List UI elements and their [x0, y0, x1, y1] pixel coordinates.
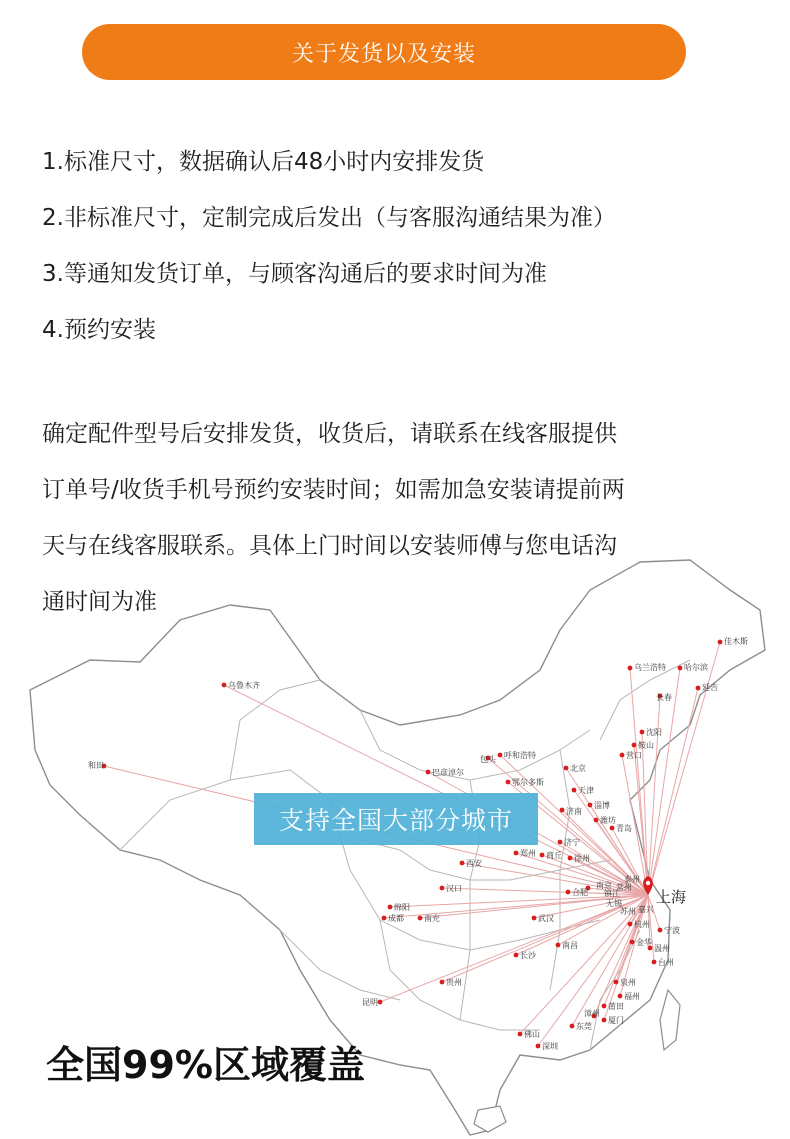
city-label: 乌鲁木齐 — [228, 681, 260, 690]
city-dot — [426, 770, 431, 775]
city-dot — [614, 980, 619, 985]
city-label: 和田 — [88, 761, 104, 770]
city-label: 包头 — [480, 755, 496, 764]
city-dot — [602, 1004, 607, 1009]
city-dot — [632, 743, 637, 748]
city-dot — [718, 640, 723, 645]
city-dot — [460, 861, 465, 866]
support-badge — [254, 793, 538, 845]
city-dot — [566, 890, 571, 895]
city-dot — [532, 916, 537, 921]
support-text: 支持全国大部分城市 — [278, 806, 513, 835]
city-label: 鞍山 — [638, 741, 654, 750]
city-dot — [558, 840, 563, 845]
city-dot — [418, 916, 423, 921]
step-item: 4.预约安装 — [42, 317, 156, 343]
city-dot — [378, 1000, 383, 1005]
notice-line: 天与在线客服联系。具体上门时间以安装师傅与您电话沟 — [42, 533, 617, 559]
city-label: 南充 — [424, 914, 440, 923]
city-label: 巴彦淖尔 — [432, 768, 464, 777]
city-label: 延吉 — [702, 683, 718, 692]
city-label: 绵阳 — [394, 903, 410, 912]
city-label: 泉州 — [620, 978, 636, 987]
step-item: 3.等通知发货订单，与顾客沟通后的要求时间为准 — [42, 261, 547, 287]
city-dot — [620, 753, 625, 758]
city-dot — [628, 666, 633, 671]
city-label: 郑州 — [520, 849, 536, 858]
city-label: 常州 — [616, 883, 632, 892]
notice-line: 确定配件型号后安排发货，收货后，请联系在线客服提供 — [42, 421, 617, 447]
coverage-map — [0, 550, 790, 1139]
city-label: 贵州 — [446, 978, 462, 987]
shipping-steps — [42, 140, 762, 364]
city-dot — [518, 1032, 523, 1037]
notice-line: 订单号/收货手机号预约安装时间；如需加急安装请提前两 — [42, 477, 625, 503]
city-dot — [630, 940, 635, 945]
city-label: 西安 — [466, 859, 482, 868]
city-dot — [568, 856, 573, 861]
city-label: 商丘 — [546, 851, 562, 860]
city-label: 莆田 — [608, 1002, 624, 1011]
city-label: 长沙 — [520, 951, 536, 960]
city-label: 哈尔滨 — [684, 663, 708, 672]
city-dot — [588, 803, 593, 808]
city-label: 温州 — [654, 944, 670, 953]
city-dot — [610, 826, 615, 831]
coverage-title: 全国99%区域覆盖 — [46, 1043, 365, 1087]
city-label: 南京 — [596, 881, 612, 890]
city-label: 沈阳 — [646, 728, 662, 737]
city-label: 无锡 — [606, 899, 622, 908]
city-label: 南昌 — [562, 941, 578, 950]
city-label: 金华 — [636, 938, 652, 947]
city-label: 合肥 — [572, 888, 588, 897]
city-label: 泰州 — [624, 875, 640, 884]
city-dot — [628, 922, 633, 927]
city-label: 漳州 — [584, 1009, 600, 1018]
city-label: 福州 — [624, 992, 640, 1001]
city-label: 潍坊 — [600, 816, 616, 825]
city-label: 台州 — [658, 958, 674, 967]
city-dot — [514, 851, 519, 856]
city-label: 深圳 — [542, 1042, 558, 1051]
city-dot — [658, 928, 663, 933]
city-dot — [618, 994, 623, 999]
city-dot — [564, 766, 569, 771]
notice-line: 通时间为准 — [42, 589, 157, 615]
city-dot — [640, 730, 645, 735]
taiwan-outline — [660, 990, 680, 1050]
city-label: 长春 — [656, 693, 672, 702]
city-label: 镇江 — [604, 889, 620, 898]
city-label: 呼和浩特 — [504, 751, 536, 760]
city-label: 济南 — [566, 807, 582, 816]
hub-label: 上海 — [656, 888, 687, 906]
city-label: 乌兰浩特 — [634, 663, 666, 672]
section-banner — [82, 24, 686, 80]
city-label: 青岛 — [616, 824, 632, 833]
city-dot — [440, 980, 445, 985]
city-label: 汉口 — [446, 884, 462, 893]
city-label: 鄂尔多斯 — [512, 778, 544, 787]
city-dot — [572, 788, 577, 793]
city-label: 徐州 — [574, 854, 590, 863]
banner-title: 关于发货以及安装 — [291, 41, 476, 67]
city-label: 淄博 — [594, 801, 610, 810]
city-label: 武汉 — [538, 914, 554, 923]
city-label: 杭州 — [634, 920, 650, 929]
city-dot — [540, 853, 545, 858]
city-label: 昆明 — [362, 998, 378, 1007]
city-label: 嘉兴 — [638, 905, 654, 914]
city-label: 苏州 — [620, 907, 636, 916]
city-dot — [222, 683, 227, 688]
city-label: 营口 — [626, 751, 642, 760]
city-dot — [602, 1018, 607, 1023]
city-dot — [678, 666, 683, 671]
city-label: 成都 — [388, 914, 404, 923]
city-label: 济宁 — [564, 838, 580, 847]
city-dot — [570, 1024, 575, 1029]
city-label: 佳木斯 — [724, 637, 748, 646]
city-label: 东莞 — [576, 1022, 592, 1031]
city-dot — [514, 953, 519, 958]
city-label: 北京 — [570, 764, 586, 773]
step-item: 2.非标准尺寸，定制完成后发出（与客服沟通结果为准） — [42, 205, 616, 231]
city-dot — [498, 753, 503, 758]
step-item: 1.标准尺寸，数据确认后48小时内安排发货 — [42, 149, 485, 175]
city-dot — [696, 686, 701, 691]
city-label: 天津 — [578, 786, 594, 795]
city-dot — [560, 808, 565, 813]
city-dot — [594, 818, 599, 823]
city-label: 宁波 — [664, 926, 680, 935]
city-dot — [652, 960, 657, 965]
city-label: 佛山 — [524, 1030, 540, 1039]
city-dot — [536, 1044, 541, 1049]
city-dot — [382, 916, 387, 921]
city-dot — [506, 780, 511, 785]
city-dot — [388, 905, 393, 910]
city-label: 厦门 — [608, 1016, 624, 1025]
city-dot — [556, 943, 561, 948]
city-dot — [440, 886, 445, 891]
